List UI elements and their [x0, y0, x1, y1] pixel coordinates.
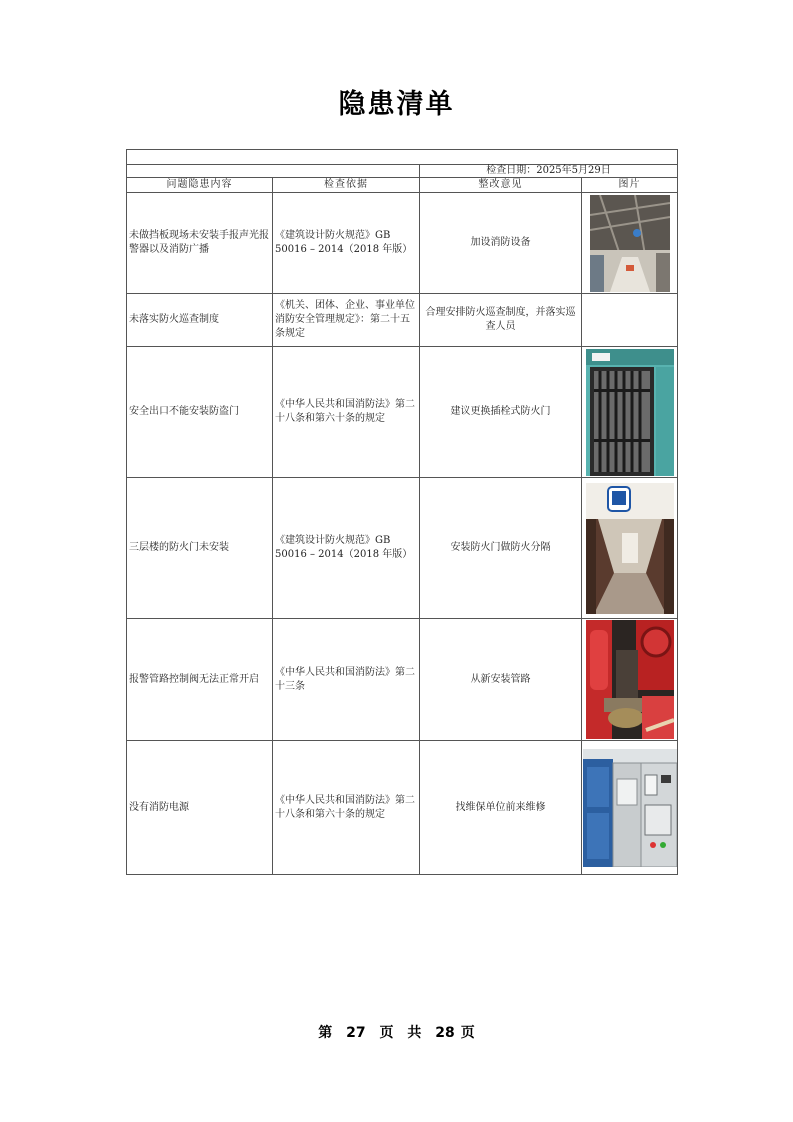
current-page-number: 27	[346, 1025, 366, 1041]
table-row	[127, 741, 678, 875]
basis-cell: 《建筑设计防火规范》GB 50016 – 2014（2018 年版）	[273, 193, 420, 294]
issue-cell: 没有消防电源	[127, 741, 273, 875]
date-row	[127, 165, 678, 178]
page-title: 隐患清单	[338, 89, 455, 120]
issue-cell: 未做挡板现场未安装手报声光报警器以及消防广播	[127, 193, 273, 294]
table-row	[127, 294, 678, 347]
basis-cell: 《机关、团体、企业、事业单位消防安全管理规定》：第二十五条规定	[273, 294, 420, 347]
fix-cell: 找维保单位前来维修	[420, 741, 582, 875]
header-fix: 整改意见	[420, 178, 582, 193]
table-row	[127, 193, 678, 294]
hazard-table	[126, 149, 678, 875]
table-row	[127, 347, 678, 478]
fix-cell: 建议更换插栓式防火门	[420, 347, 582, 478]
fix-cell: 加设消防设备	[420, 193, 582, 294]
empty-photo-cell	[582, 294, 678, 347]
blank-row	[127, 150, 678, 165]
fix-cell: 安装防火门做防火分隔	[420, 478, 582, 619]
fix-cell: 从新安装管路	[420, 619, 582, 741]
table-header-row	[127, 178, 678, 193]
table-row	[127, 619, 678, 741]
basis-cell: 《中华人民共和国消防法》第二十三条	[273, 619, 420, 741]
issue-cell: 安全出口不能安装防盗门	[127, 347, 273, 478]
fix-cell: 合理安排防火巡查制度，并落实巡查人员	[420, 294, 582, 347]
issue-cell: 报警管路控制阀无法正常开启	[127, 619, 273, 741]
valve-pipe-photo	[586, 620, 674, 739]
issue-cell: 未落实防火巡查制度	[127, 294, 273, 347]
corridor-photo	[586, 483, 674, 614]
electrical-cabinet-photo	[583, 749, 677, 867]
header-issue: 问题隐患内容	[127, 178, 273, 193]
total-page-number: 28	[435, 1025, 455, 1041]
footer-text: 共	[407, 1025, 422, 1041]
ceiling-construction-photo	[590, 195, 670, 292]
basis-cell: 《中华人民共和国消防法》第二十八条和第六十条的规定	[273, 741, 420, 875]
footer-text: 页	[379, 1025, 394, 1041]
page-number	[0, 1022, 793, 1042]
inspection-date: 检查日期：2025年5月29日	[420, 165, 678, 178]
issue-cell: 三层楼的防火门未安装	[127, 478, 273, 619]
basis-cell: 《中华人民共和国消防法》第二十八条和第六十条的规定	[273, 347, 420, 478]
header-basis: 检查依据	[273, 178, 420, 193]
footer-text: 第	[318, 1025, 333, 1041]
table-row	[127, 478, 678, 619]
security-gate-photo	[586, 349, 674, 476]
basis-cell: 《建筑设计防火规范》GB 50016 – 2014（2018 年版）	[273, 478, 420, 619]
header-photo: 图片	[582, 178, 678, 193]
footer-text: 页	[460, 1025, 475, 1041]
